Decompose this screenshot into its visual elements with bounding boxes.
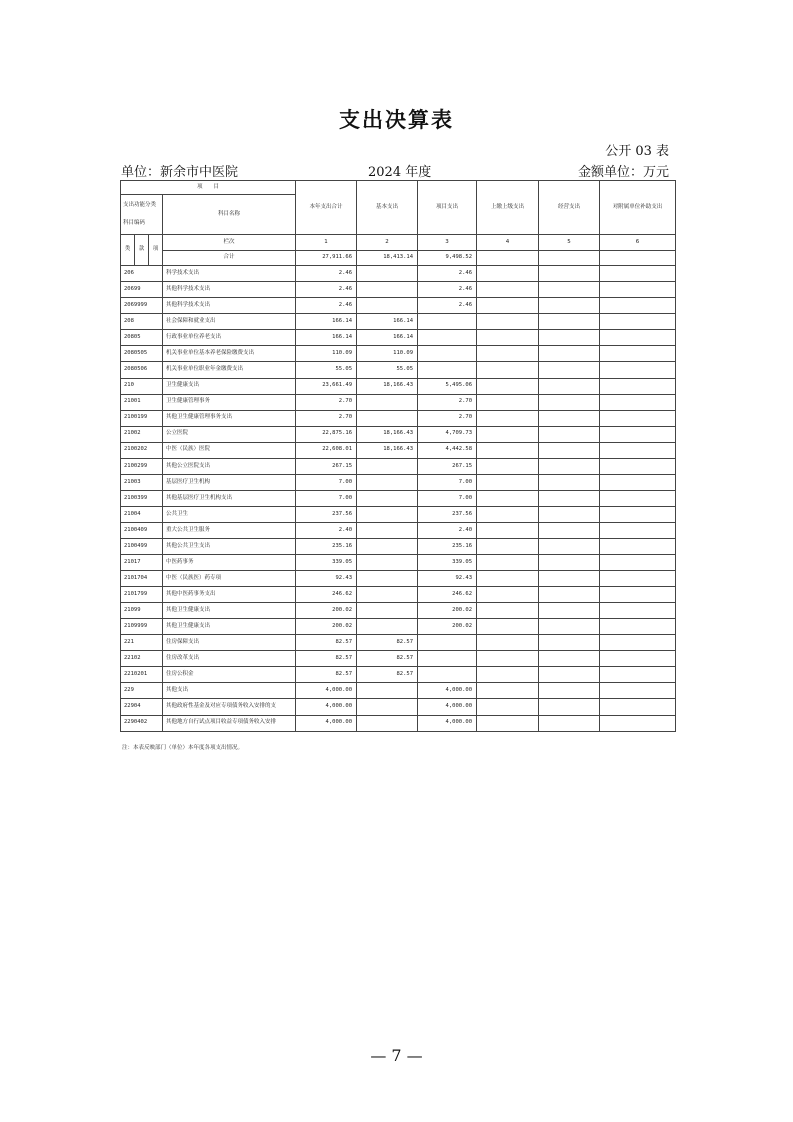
row-value-5 [539,378,600,394]
row-value-6 [600,603,676,619]
row-subject-name: 公共卫生 [163,506,296,522]
row-value-1: 200.02 [296,619,357,635]
row-code: 2100202 [121,442,163,458]
row-value-6 [600,282,676,298]
row-value-1: 110.09 [296,346,357,362]
row-value-3: 4,000.00 [418,715,477,731]
row-value-1: 237.56 [296,506,357,522]
row-value-3: 200.02 [418,619,477,635]
row-value-6 [600,651,676,667]
row-value-6 [600,314,676,330]
row-subject-name: 中医（民族）医院 [163,442,296,458]
row-subject-name: 科学技术支出 [163,266,296,282]
row-value-2 [357,458,418,474]
row-value-1: 55.05 [296,362,357,378]
row-value-1: 92.43 [296,571,357,587]
table-row [121,619,676,635]
row-code: 21004 [121,506,163,522]
row-value-3: 5,495.06 [418,378,477,394]
row-code: 221 [121,635,163,651]
row-value-4 [477,635,539,651]
row-value-3 [418,362,477,378]
total-3: 9,498.52 [418,251,477,266]
row-value-5 [539,619,600,635]
row-value-6 [600,426,676,442]
table-row [121,298,676,314]
row-value-2: 55.05 [357,362,418,378]
row-subject-name: 其他卫生健康支出 [163,603,296,619]
row-code: 2290402 [121,715,163,731]
col-num-3: 3 [418,235,477,251]
row-value-1: 2.46 [296,266,357,282]
row-value-5 [539,538,600,554]
row-subject-name: 其他中医药事务支出 [163,587,296,603]
row-value-4 [477,603,539,619]
row-code: 2101799 [121,587,163,603]
form-number: 公开 03 表 [605,144,669,159]
row-value-3: 339.05 [418,555,477,571]
row-value-2: 82.57 [357,651,418,667]
table-row [121,651,676,667]
row-value-3 [418,667,477,683]
row-value-1: 82.57 [296,651,357,667]
row-code: 20805 [121,330,163,346]
row-value-2 [357,538,418,554]
row-value-2: 18,166.43 [357,442,418,458]
row-value-6 [600,346,676,362]
row-value-5 [539,442,600,458]
row-value-5 [539,362,600,378]
row-value-5 [539,699,600,715]
row-code: 2100199 [121,410,163,426]
row-code: 208 [121,314,163,330]
row-value-2 [357,506,418,522]
table-row [121,426,676,442]
row-value-2 [357,394,418,410]
row-value-4 [477,587,539,603]
row-subject-name: 重大公共卫生服务 [163,522,296,538]
row-value-3 [418,330,477,346]
row-value-5 [539,522,600,538]
row-value-2 [357,522,418,538]
row-subject-name: 其他科学技术支出 [163,282,296,298]
table-note: 注：本表反映部门（单位）本年度各项支出情况。 [122,745,244,751]
row-value-4 [477,314,539,330]
row-value-2 [357,410,418,426]
row-value-4 [477,330,539,346]
row-value-1: 82.57 [296,667,357,683]
row-code: 2080506 [121,362,163,378]
row-subject-name: 住房公积金 [163,667,296,683]
table-row [121,635,676,651]
row-value-2 [357,490,418,506]
row-code: 21001 [121,394,163,410]
row-value-4 [477,538,539,554]
row-value-3: 235.16 [418,538,477,554]
row-value-2: 110.09 [357,346,418,362]
col-header-6: 对附属单位补助支出 [600,181,676,235]
row-value-5 [539,458,600,474]
row-value-5 [539,683,600,699]
row-value-1: 2.46 [296,282,357,298]
row-code: 2069999 [121,298,163,314]
total-5 [539,251,600,266]
row-code: 206 [121,266,163,282]
row-code: 2100499 [121,538,163,554]
col-header-5: 经营支出 [539,181,600,235]
row-value-6 [600,298,676,314]
func-code-header: 支出功能分类科目编码 [121,195,163,235]
row-subject-name: 其他政府性基金及对应专项债务收入安排的支 [163,699,296,715]
row-value-2 [357,683,418,699]
row-value-4 [477,458,539,474]
section-header: 款 [135,235,149,266]
row-value-5 [539,346,600,362]
table-row [121,490,676,506]
row-value-1: 82.57 [296,635,357,651]
row-value-2: 166.14 [357,314,418,330]
row-subject-name: 住房保障支出 [163,635,296,651]
row-subject-name: 机关事业单位职业年金缴费支出 [163,362,296,378]
row-value-1: 246.62 [296,587,357,603]
col-num-5: 5 [539,235,600,251]
row-code: 20699 [121,282,163,298]
row-subject-name: 住房改革支出 [163,651,296,667]
row-value-5 [539,474,600,490]
row-value-1: 166.14 [296,330,357,346]
row-value-5 [539,587,600,603]
row-value-5 [539,490,600,506]
total-label: 合计 [163,251,296,266]
row-value-4 [477,715,539,731]
row-value-1: 4,000.00 [296,683,357,699]
row-value-5 [539,715,600,731]
row-value-6 [600,667,676,683]
row-value-4 [477,378,539,394]
col-header-3: 项目支出 [418,181,477,235]
row-value-4 [477,571,539,587]
row-value-1: 2.70 [296,410,357,426]
row-value-5 [539,555,600,571]
row-value-6 [600,683,676,699]
table-row [121,410,676,426]
row-value-2: 166.14 [357,330,418,346]
row-value-6 [600,410,676,426]
total-6 [600,251,676,266]
row-value-2 [357,619,418,635]
row-code: 2100299 [121,458,163,474]
table-row [121,282,676,298]
row-code: 229 [121,683,163,699]
row-code: 21099 [121,603,163,619]
row-value-5 [539,651,600,667]
table-row [121,346,676,362]
table-row [121,394,676,410]
row-value-4 [477,506,539,522]
col-num-6: 6 [600,235,676,251]
row-value-4 [477,555,539,571]
row-value-3: 4,709.73 [418,426,477,442]
row-value-2 [357,603,418,619]
row-value-5 [539,571,600,587]
row-value-4 [477,667,539,683]
col-header-4: 上缴上级支出 [477,181,539,235]
row-value-4 [477,474,539,490]
row-value-2 [357,699,418,715]
row-value-5 [539,330,600,346]
row-value-1: 22,608.01 [296,442,357,458]
row-subject-name: 卫生健康支出 [163,378,296,394]
row-value-2 [357,555,418,571]
row-value-6 [600,394,676,410]
table-row [121,458,676,474]
row-value-2 [357,282,418,298]
row-subject-name: 基层医疗卫生机构 [163,474,296,490]
row-code: 2080505 [121,346,163,362]
row-value-3: 7.00 [418,474,477,490]
row-value-1: 2.46 [296,298,357,314]
row-value-1: 2.70 [296,394,357,410]
table-row [121,330,676,346]
row-value-6 [600,635,676,651]
row-value-5 [539,426,600,442]
row-value-3: 200.02 [418,603,477,619]
row-value-1: 2.40 [296,522,357,538]
money-unit-label: 金额单位：万元 [577,165,669,180]
row-value-6 [600,458,676,474]
row-code: 21002 [121,426,163,442]
row-code: 2101704 [121,571,163,587]
row-value-1: 7.00 [296,490,357,506]
row-value-6 [600,619,676,635]
row-value-4 [477,619,539,635]
total-2: 18,413.14 [357,251,418,266]
row-value-5 [539,603,600,619]
row-value-6 [600,715,676,731]
row-subject-name: 其他地方自行试点项目收益专项债务收入安排 [163,715,296,731]
row-value-5 [539,266,600,282]
row-value-6 [600,442,676,458]
row-value-3: 246.62 [418,587,477,603]
col-header-1: 本年支出合计 [296,181,357,235]
row-value-6 [600,362,676,378]
table-row [121,506,676,522]
row-value-1: 267.15 [296,458,357,474]
row-value-6 [600,522,676,538]
row-value-5 [539,635,600,651]
row-value-1: 200.02 [296,603,357,619]
row-value-6 [600,266,676,282]
row-value-6 [600,506,676,522]
table-row [121,314,676,330]
row-value-3: 237.56 [418,506,477,522]
table-row [121,715,676,731]
row-value-2 [357,587,418,603]
row-subject-name: 其他卫生健康支出 [163,619,296,635]
table-row [121,522,676,538]
col-num-2: 2 [357,235,418,251]
row-value-1: 7.00 [296,474,357,490]
row-subject-name: 机关事业单位基本养老保险缴费支出 [163,346,296,362]
year-label: 2024 年度 [368,165,432,180]
total-1: 27,911.66 [296,251,357,266]
row-value-1: 235.16 [296,538,357,554]
row-value-6 [600,571,676,587]
unit-label: 单位：新余市中医院 [121,165,239,180]
total-4 [477,251,539,266]
subject-name-header: 科目名称 [163,195,296,235]
row-value-5 [539,314,600,330]
item-header: 项 目 [121,181,296,195]
row-value-3: 2.70 [418,410,477,426]
row-value-4 [477,346,539,362]
entry-header: 项 [149,235,163,266]
row-value-3: 4,000.00 [418,699,477,715]
col-num-4: 4 [477,235,539,251]
row-code: 21003 [121,474,163,490]
table-row [121,474,676,490]
table-row [121,266,676,282]
row-subject-name: 其他基层医疗卫生机构支出 [163,490,296,506]
row-value-3: 4,000.00 [418,683,477,699]
row-code: 22102 [121,651,163,667]
row-value-3 [418,651,477,667]
row-subject-name: 中医药事务 [163,555,296,571]
lanci-label: 栏次 [163,235,296,251]
row-value-2: 18,166.43 [357,378,418,394]
col-header-2: 基本支出 [357,181,418,235]
row-value-2 [357,571,418,587]
row-value-3: 7.00 [418,490,477,506]
row-value-4 [477,651,539,667]
table-row [121,683,676,699]
row-value-6 [600,555,676,571]
row-value-4 [477,362,539,378]
row-value-3: 4,442.58 [418,442,477,458]
row-value-2 [357,266,418,282]
row-value-4 [477,298,539,314]
row-value-3: 2.40 [418,522,477,538]
table-row [121,378,676,394]
table-row [121,603,676,619]
row-code: 22904 [121,699,163,715]
row-value-3: 2.46 [418,298,477,314]
row-code: 2100399 [121,490,163,506]
row-value-6 [600,378,676,394]
row-subject-name: 行政事业单位养老支出 [163,330,296,346]
page-title: 支出决算表 [339,108,454,132]
row-code: 2210201 [121,667,163,683]
row-value-3 [418,346,477,362]
row-value-4 [477,394,539,410]
row-value-3: 2.46 [418,266,477,282]
row-value-2 [357,298,418,314]
row-value-2: 82.57 [357,667,418,683]
row-value-1: 23,661.49 [296,378,357,394]
row-subject-name: 其他科学技术支出 [163,298,296,314]
row-value-6 [600,587,676,603]
row-value-4 [477,426,539,442]
row-value-2 [357,715,418,731]
row-value-6 [600,538,676,554]
row-value-5 [539,282,600,298]
row-subject-name: 其他公立医院支出 [163,458,296,474]
table-row [121,538,676,554]
row-value-3: 92.43 [418,571,477,587]
col-num-1: 1 [296,235,357,251]
row-value-6 [600,699,676,715]
row-value-2: 18,166.43 [357,426,418,442]
row-value-6 [600,474,676,490]
row-value-3: 2.70 [418,394,477,410]
kind-header: 类 [121,235,135,266]
table-row [121,587,676,603]
row-value-4 [477,442,539,458]
row-value-3 [418,635,477,651]
row-code: 210 [121,378,163,394]
table-row [121,442,676,458]
table-row [121,362,676,378]
row-value-3 [418,314,477,330]
row-value-4 [477,410,539,426]
row-value-1: 4,000.00 [296,715,357,731]
table-row [121,571,676,587]
row-value-5 [539,410,600,426]
row-code: 2100409 [121,522,163,538]
row-value-4 [477,699,539,715]
row-value-5 [539,506,600,522]
row-value-5 [539,667,600,683]
row-code: 21017 [121,555,163,571]
expenditure-table [120,180,676,732]
row-subject-name: 其他卫生健康管理事务支出 [163,410,296,426]
row-subject-name: 中医（民族医）药专项 [163,571,296,587]
row-value-6 [600,330,676,346]
row-value-4 [477,266,539,282]
row-value-1: 339.05 [296,555,357,571]
row-value-3: 267.15 [418,458,477,474]
row-value-1: 4,000.00 [296,699,357,715]
row-value-4 [477,522,539,538]
row-subject-name: 公立医院 [163,426,296,442]
row-subject-name: 其他公共卫生支出 [163,538,296,554]
table-row [121,555,676,571]
row-value-3: 2.46 [418,282,477,298]
row-value-4 [477,683,539,699]
row-value-5 [539,298,600,314]
row-value-5 [539,394,600,410]
row-subject-name: 卫生健康管理事务 [163,394,296,410]
row-value-4 [477,282,539,298]
table-row [121,667,676,683]
row-value-2 [357,474,418,490]
page-number: — 7 — [370,1046,423,1065]
row-value-1: 166.14 [296,314,357,330]
row-value-1: 22,875.16 [296,426,357,442]
row-subject-name: 其他支出 [163,683,296,699]
table-row [121,699,676,715]
row-value-2: 82.57 [357,635,418,651]
row-code: 2109999 [121,619,163,635]
row-subject-name: 社会保障和就业支出 [163,314,296,330]
row-value-6 [600,490,676,506]
row-value-4 [477,490,539,506]
